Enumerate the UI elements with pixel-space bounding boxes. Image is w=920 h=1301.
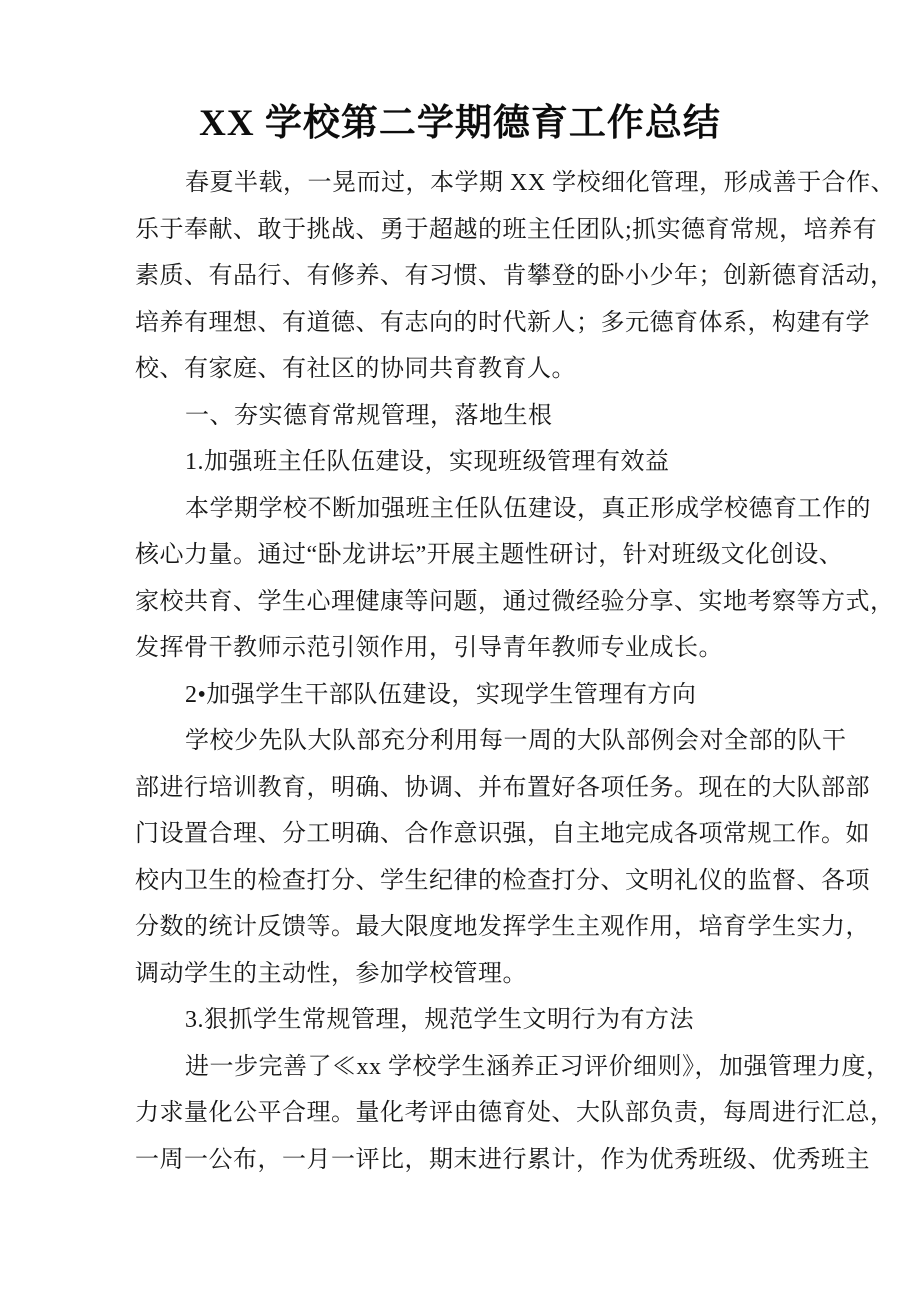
text-line: 素质、有品行、有修养、有习惯、肯攀登的卧小少年；创新德育活动， (135, 263, 895, 289)
text-line: 本学期学校不断加强班主任队伍建设，真正形成学校德育工作的 (185, 495, 871, 522)
text-line: 核心力量。通过“卧龙讲坛”开展主题性研讨，针对班级文化创设、 (135, 542, 844, 568)
text-line: 家校共育、学生心理健康等问题，通过微经验分享、实地考察等方式， (135, 588, 895, 615)
text-line: 学校少先队大队部充分利用每一周的大队部例会对全部的队干 (185, 728, 847, 754)
text-line: 发挥骨干教师示范引领作用，引导青年教师专业成长。 (135, 635, 723, 661)
text-line: 调动学生的主动性，参加学校管理。 (135, 960, 527, 987)
sub-heading: 2•加强学生干部队伍建设，实现学生管理有方向 (185, 681, 697, 708)
text-line: 力求量化公平合理。量化考评由德育处、大队部负责，每周进行汇总， (135, 1100, 895, 1126)
text-line: 门设置合理、分工明确、合作意识强，自主地完成各项常规工作。如 (135, 821, 870, 847)
document-body (135, 160, 896, 1183)
text-line: 进一步完善了≪xx 学校学生涵养正习评价细则》，加强管理力度， (185, 1053, 891, 1080)
text-line: 春夏半载，一晃而过，本学期 XX 学校细化管理，形成善于合作、 (185, 170, 896, 196)
text-line: 校内卫生的检查打分、学生纪律的检查打分、文明礼仪的监督、各项 (135, 867, 870, 894)
text-line: 乐于奉献、敢于挑战、勇于超越的班主任团队;抓实德育常规，培养有 (135, 216, 878, 243)
text-line: 一周一公布，一月一评比，期末进行累计，作为优秀班级、优秀班主 (135, 1146, 870, 1173)
text-line: 校、有家庭、有社区的协同共育教育人。 (135, 356, 576, 382)
page-title: XX 学校第二学期德育工作总结 (199, 103, 721, 144)
sub-heading: 3.狠抓学生常规管理，规范学生文明行为有方法 (185, 1007, 694, 1033)
section-heading: 一、夯实德育常规管理，落地生根 (185, 402, 553, 429)
sub-heading: 1.加强班主任队伍建设，实现班级管理有效益 (185, 449, 670, 475)
text-line: 培养有理想、有道德、有志向的时代新人；多元德育体系，构建有学 (135, 309, 870, 336)
text-line: 部进行培训教育，明确、协调、并布置好各项任务。现在的大队部部 (135, 774, 870, 801)
text-line: 分数的统计反馈等。最大限度地发挥学生主观作用，培育学生实力， (135, 914, 870, 940)
